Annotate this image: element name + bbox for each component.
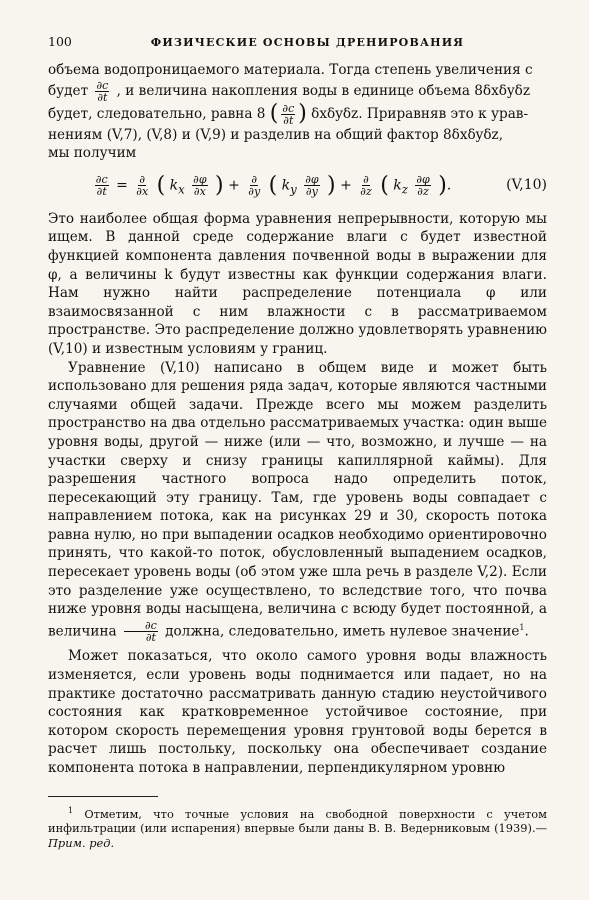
footnote-ref: 1	[519, 622, 525, 632]
intro-paragraph	[48, 61, 547, 163]
equation-number: (V,10)	[506, 177, 547, 194]
page-header	[48, 34, 547, 49]
footnote-marker: 1	[68, 805, 74, 815]
page-number: 100	[48, 34, 72, 49]
fraction-dc-dt: $\frac{\partial c}{\partial t}$	[96, 78, 109, 104]
intro-line-4: нениям (V,7), (V,8) и (V,9) и разделив на общий фактор 8δxδyδz,	[48, 126, 504, 143]
footnote-divider	[48, 796, 158, 797]
running-title: ФИЗИЧЕСКИЕ ОСНОВЫ ДРЕНИРОВАНИЯ	[150, 36, 465, 49]
paragraph-1: Это наиболее общая форма уравнения непрерывности, которую мы ищем. В данной среде содержание влаги c будет известной функцией компонента давления почвенной воды в выражении для φ, а величины k будут известны как функции содержания влаги. Нам нужно найти распределение потенциала φ или взаимосвязанной с ним влажности c в рассматриваемом пространстве. Это распределение должно удовлетворять уравнению (V,10) и известным условиям у границ.	[48, 210, 547, 357]
fraction-dc-dt-paren: $\frac{\partial c}{\partial t}$	[282, 101, 295, 127]
fraction-dc-dt-inline: $\frac{\partial c}{\partial t}$	[124, 620, 158, 643]
footnote	[48, 803, 547, 852]
intro-line-2: будет $\frac{\partial c}{\partial t}$ , и величина накопления воды в единице объема 8δxδyδz	[48, 78, 530, 104]
intro-line-5: мы получим	[48, 145, 137, 162]
paragraph-2: Уравнение (V,10) написано в общем виде и может быть использовано для решения ряда задач, которые являются частными случаями общей задачи. Прежде всего мы можем разделить пространство на два отдельно рассматриваемых участка: один выше уровня воды, другой — ниже (или — что, возможно, и лучше — на участки сверху и снизу границы капиллярной каймы). Для разрешения частного вопроса надо определить поток, пересекающий эту границу. Там, где уровень воды совпадает с направлением потока, как на рисунках 29 и 30, скорость потока равна нулю, но при выпадении осадков необходимо ориентировочно принять, что какой-то поток, обусловленный выпадением осадков, пересекает уровень воды (об этом уже шла речь в разделе V,2). Если это разделение уже осуществлено, то вследствие того, что почва ниже уровня воды насыщена, величина c всюду будет постоянной, а величина $\frac{\partial c}{\partial t}$ должна, следовательно, иметь нулевое значение$^1$.	[48, 359, 547, 645]
intro-line-1: объема водопроницаемого материала. Тогда степень увеличения c	[48, 62, 533, 78]
intro-line-3: будет, следовательно, равна 8 ( $\frac{\partial c}{\partial t}$ ) δxδyδz. Приравняв это к урав-	[48, 100, 529, 127]
footnote-text: Отметим, что точные условия на свободной поверхности с учетом инфильтрации (или испарения) впервые были даны В. В. Ведерниковым (1939).—	[48, 806, 547, 836]
paragraph-3: Может показаться, что около самого уровня воды влажность изменяется, если уровень воды поднимается или падает, но на практике достаточно рассматривать данную стадию неустойчивого состояния как кратковременное устойчивое состояние, при котором скорость перемещения уровня грунтовой воды берется в расчет лишь постольку, поскольку она обеспечивает создание компонента потока в направлении, перпендикулярном уровню	[48, 648, 547, 776]
continuity-equation: $\frac{\partial c}{\partial t}$ = $\frac{\partial}{\partial x}$ ( $k_x$ $\frac{\partial\varphi}{\partial x}$ ) + $\frac{\partial}{\partial y}$ ( $k_y$ $\frac{\partial\varphi}{\partial y}$ ) + $\frac{\partial}{\partial z}$ ( $k_z$ $\frac{\partial\varphi}{\partial z}$ ). (V,10)	[95, 172, 547, 198]
editor-note-label: Прим. ред.	[48, 836, 115, 851]
